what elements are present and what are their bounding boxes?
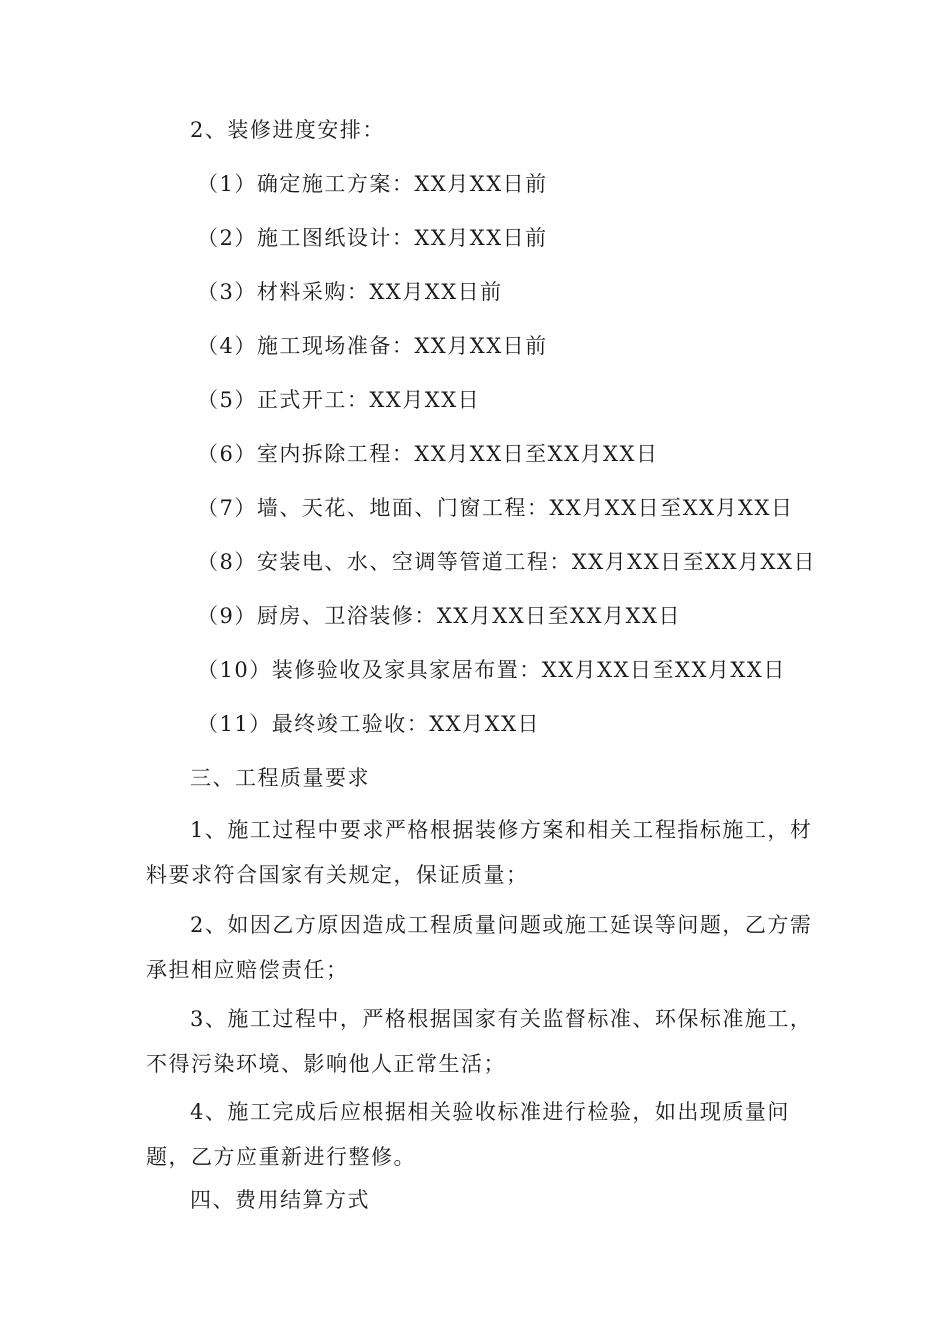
schedule-item: （6）室内拆除工程：XX月XX日至XX月XX日 xyxy=(197,442,659,466)
schedule-item: （7）墙、天花、地面、门窗工程：XX月XX日至XX月XX日 xyxy=(197,496,794,520)
schedule-item: （1）确定施工方案：XX月XX日前 xyxy=(197,172,548,196)
quality-paragraph: 2、如因乙方原因造成工程质量问题或施工延误等问题，乙方需承担相应赔偿责任； xyxy=(146,913,813,982)
schedule-item: （8）安装电、水、空调等管道工程：XX月XX日至XX月XX日 xyxy=(197,550,816,574)
schedule-item: （2）施工图纸设计：XX月XX日前 xyxy=(197,226,548,250)
schedule-item: （9）厨房、卫浴装修：XX月XX日至XX月XX日 xyxy=(197,604,681,628)
schedule-item: （11）最终竣工验收：XX月XX日 xyxy=(197,712,541,736)
schedule-item: （10）装修验收及家具家居布置：XX月XX日至XX月XX日 xyxy=(197,658,786,682)
quality-paragraph: 4、施工完成后应根据相关验收标准进行检验，如出现质量问题，乙方应重新进行整修。 xyxy=(146,1100,790,1169)
schedule-item: （5）正式开工：XX月XX日 xyxy=(197,388,481,412)
quality-paragraph: 1、施工过程中要求严格根据装修方案和相关工程指标施工，材料要求符合国家有关规定，保证质量； xyxy=(146,818,813,887)
schedule-item: （4）施工现场准备：XX月XX日前 xyxy=(197,334,548,358)
quality-paragraph: 3、施工过程中，严格根据国家有关监督标准、环保标准施工，不得污染环境、影响他人正常生活； xyxy=(146,1007,813,1076)
section-heading-quality: 三、工程质量要求 xyxy=(190,766,370,790)
schedule-item: （3）材料采购：XX月XX日前 xyxy=(197,280,503,304)
section-heading-schedule: 2、装修进度安排： xyxy=(190,118,385,142)
section-heading-payment: 四、费用结算方式 xyxy=(190,1188,370,1212)
